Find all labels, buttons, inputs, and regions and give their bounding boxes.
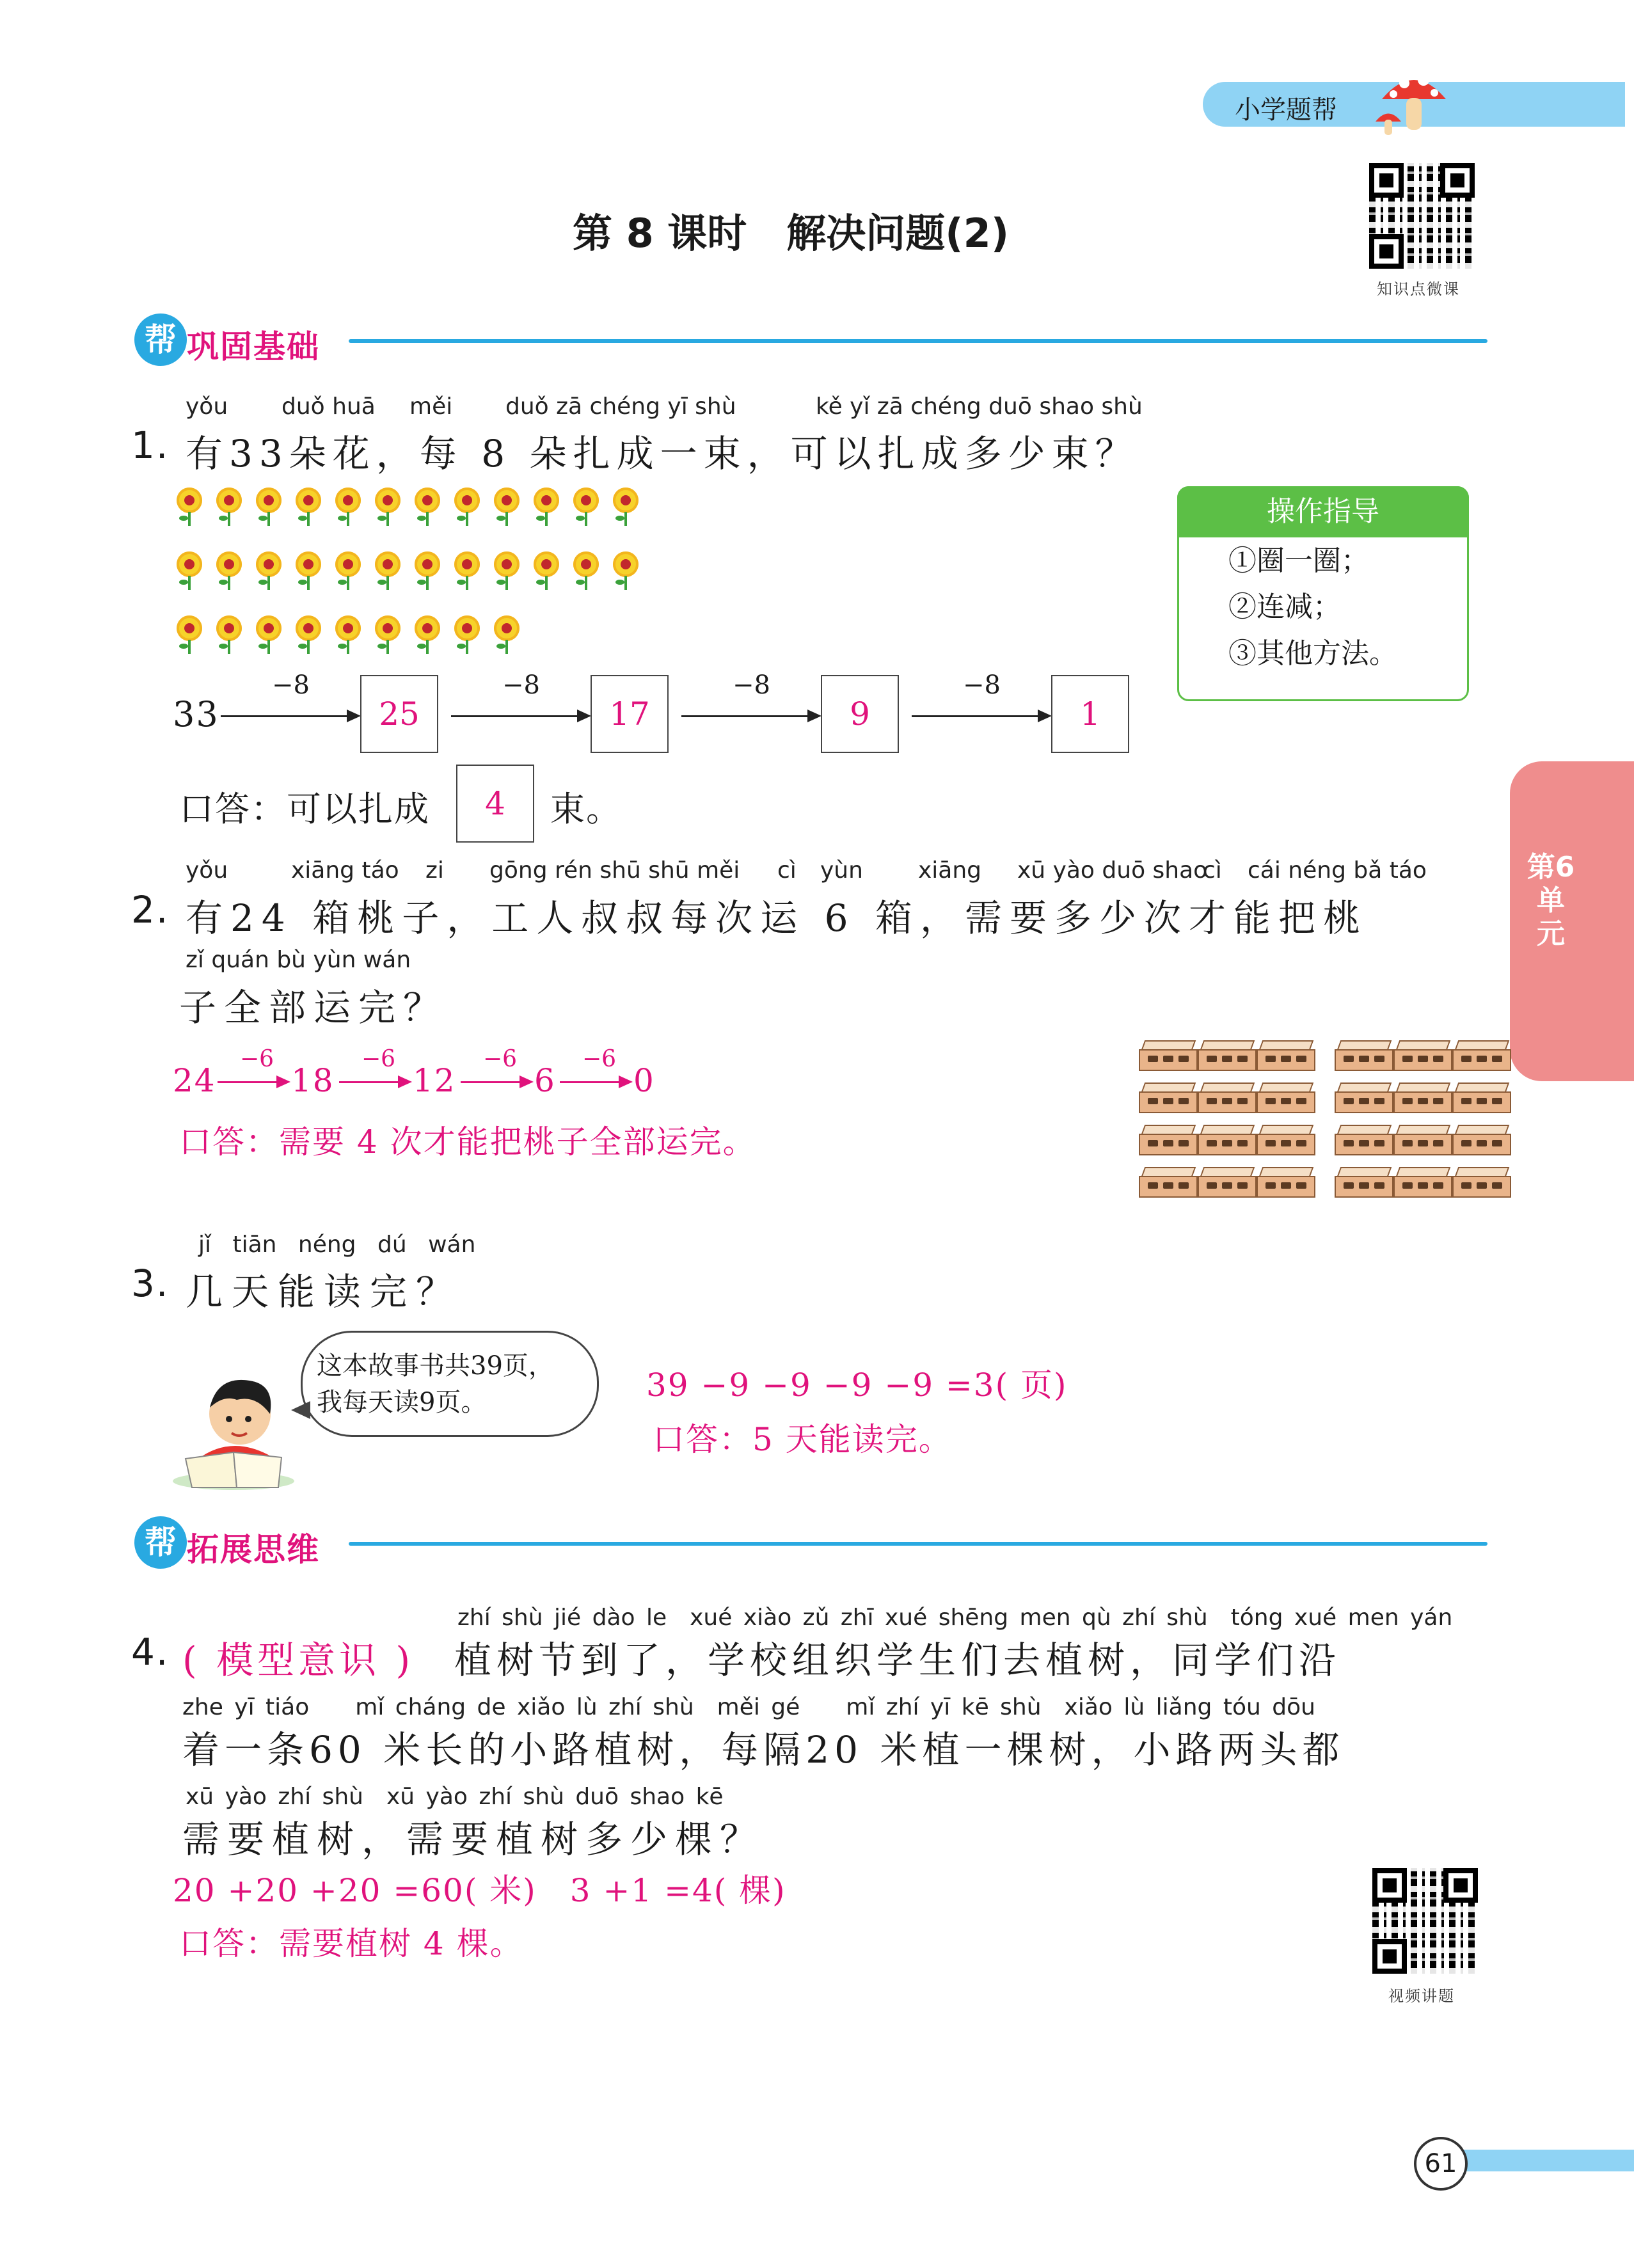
q2-question-line2: 子全部运完？	[179, 986, 448, 1029]
q1-arrow-label-2: −8	[502, 670, 540, 700]
q1-arrow-label-1: −8	[272, 670, 310, 700]
peach-box-icon	[1452, 1163, 1511, 1198]
flower-icon	[252, 550, 285, 589]
qr-caption: 视频讲题	[1388, 1987, 1455, 2005]
peach-box-icon	[1257, 1079, 1315, 1113]
q2-pinyin-5: cì	[777, 857, 797, 884]
section-divider	[349, 1542, 1487, 1546]
peach-box-icon	[1139, 1163, 1198, 1198]
peach-box-icon	[1393, 1079, 1452, 1113]
q2-arrow-4	[560, 1081, 630, 1083]
q1-pinyin-4: duǒ zā chéng yī shù	[505, 393, 736, 420]
q2-pinyin-6: yùn	[820, 857, 863, 884]
flower-icon	[609, 550, 642, 589]
peach-box-icon	[1335, 1036, 1393, 1071]
q1-arrow-3	[681, 715, 819, 717]
q1-pinyin-5: kě yǐ zā chéng duō shao shù	[816, 393, 1143, 420]
peach-box-icon	[1393, 1163, 1452, 1198]
flower-icon	[609, 486, 642, 525]
flower-icon	[292, 550, 325, 589]
peach-box-icon	[1257, 1036, 1315, 1071]
q4-tag: ( 模型意识 )	[182, 1638, 415, 1682]
peach-box-icon	[1198, 1163, 1257, 1198]
q1-pinyin-3: měi	[409, 393, 453, 420]
q2-answer: 口答：需要 4 次才能把桃子全部运完。	[179, 1123, 756, 1161]
flower-icon	[530, 486, 563, 525]
flower-icon	[530, 550, 563, 589]
q4-pinyin-line3: xū yào zhí shù xū yào zhí shù duō shao kē	[186, 1784, 724, 1810]
q2-arrow-label-4: −6	[582, 1046, 617, 1072]
q1-arrow-label-3: −8	[733, 670, 770, 700]
flower-icon	[292, 486, 325, 525]
q1-arrow-label-4: −8	[963, 670, 1001, 700]
q2-arrow-1	[218, 1081, 288, 1083]
q2-chain-value-1: 18	[291, 1062, 335, 1099]
peach-box-icon	[1452, 1121, 1511, 1155]
flower-icon	[450, 486, 484, 525]
flower-icon	[252, 614, 285, 653]
q1-answer-suffix: 束。	[550, 789, 622, 829]
q1-pinyin-2: duǒ huā	[282, 393, 376, 420]
guide-item-3: ③其他方法。	[1228, 637, 1397, 670]
guide-item-1: ①圈一圈；	[1228, 544, 1369, 577]
q2-chain-value-2: 12	[413, 1062, 456, 1099]
q1-result-box-4[interactable]: 1	[1051, 675, 1129, 753]
page-number: 61	[1414, 2137, 1468, 2191]
q1-arrow-1	[221, 715, 358, 717]
flower-icon	[490, 486, 523, 525]
peach-box-icon	[1452, 1036, 1511, 1071]
mushroom-icon	[1376, 61, 1452, 138]
q4-equation: 20 +20 +20 =60( 米) 3 +1 =4( 棵)	[173, 1872, 786, 1909]
flower-rows	[173, 486, 672, 678]
flower-icon	[411, 550, 444, 589]
q2-number: 2.	[131, 888, 170, 932]
flower-icon	[371, 486, 404, 525]
flower-icon	[212, 614, 246, 653]
q2-pinyin-line2: zǐ quán bù yùn wán	[186, 947, 411, 973]
q2-arrow-label-3: −6	[483, 1046, 518, 1072]
q2-pinyin-1: yǒu	[186, 857, 228, 884]
q1-number: 1.	[131, 424, 170, 467]
qr-code-icon[interactable]	[1369, 163, 1475, 269]
qr-caption: 知识点微课	[1377, 280, 1460, 298]
q2-pinyin-2: xiāng táo	[291, 857, 399, 884]
q2-pinyin-4: gōng rén shū shū měi	[489, 857, 740, 884]
section-badge: 帮	[134, 313, 187, 366]
peach-box-icon	[1139, 1121, 1198, 1155]
section-title-extend: 拓展思维	[187, 1531, 320, 1568]
peach-box-icon	[1139, 1079, 1198, 1113]
flower-icon	[569, 486, 603, 525]
flower-icon	[490, 550, 523, 589]
flower-icon	[173, 550, 206, 589]
q1-arrow-4	[912, 715, 1049, 717]
peach-box-icon	[1452, 1079, 1511, 1113]
section-badge: 帮	[134, 1516, 187, 1569]
peach-box-icon	[1198, 1079, 1257, 1113]
q3-equation: 39 −9 −9 −9 −9 =3( 页)	[646, 1367, 1068, 1404]
unit-side-tab-label: 第6单元	[1527, 851, 1575, 950]
q2-pinyin-10: cái néng bǎ táo	[1248, 857, 1427, 884]
peach-box-icon	[1198, 1121, 1257, 1155]
peach-box-icon	[1335, 1079, 1393, 1113]
flower-icon	[569, 550, 603, 589]
peach-box-icon	[1198, 1036, 1257, 1071]
q4-answer: 口答：需要植树 4 棵。	[179, 1925, 523, 1962]
peach-box-icon	[1257, 1163, 1315, 1198]
flower-icon	[212, 486, 246, 525]
peach-box-grid	[1139, 1036, 1497, 1222]
q4-pinyin-line2: zhe yī tiáo mǐ cháng de xiǎo lù zhí shù měi gé mǐ zhí yī kē shù xiǎo lù liǎng tóu dōu	[182, 1694, 1315, 1720]
q2-arrow-label-2: −6	[361, 1046, 396, 1072]
q3-question-text: 几天能读完？	[186, 1270, 463, 1313]
q2-question-line1: 有24 箱桃子，工人叔叔每次运 6 箱，需要多少次才能把桃	[186, 896, 1368, 940]
q4-pinyin-line1: zhí shù jié dào le xué xiào zǔ zhī xué shēng men qù zhí shù tóng xué men yán	[457, 1605, 1453, 1631]
flower-icon	[371, 550, 404, 589]
q1-result-box-3[interactable]: 9	[821, 675, 899, 753]
q1-answer-box[interactable]: 4	[456, 765, 534, 843]
peach-box-icon	[1393, 1121, 1452, 1155]
speech-bubble-tail	[291, 1401, 310, 1419]
section-title-basic: 巩固基础	[187, 328, 320, 365]
q1-result-box-1[interactable]: 25	[360, 675, 438, 753]
lesson-title: 第 8 课时 解决问题(2)	[573, 210, 1010, 257]
section-divider	[349, 339, 1487, 343]
peach-box-icon	[1393, 1036, 1452, 1071]
guide-title: 操作指导	[1177, 486, 1469, 537]
flower-icon	[450, 614, 484, 653]
q1-pinyin-1: yǒu	[186, 393, 228, 420]
flower-icon	[173, 486, 206, 525]
flower-icon	[411, 486, 444, 525]
q2-pinyin-8: xū yào duō shao	[1017, 857, 1208, 884]
q2-arrow-3	[461, 1081, 531, 1083]
q4-question-line3: 需要植树，需要植树多少棵？	[182, 1818, 765, 1861]
q1-answer-prefix: 口答：可以扎成	[179, 789, 430, 829]
q2-pinyin-3: zi	[425, 857, 444, 884]
flower-icon	[450, 550, 484, 589]
flower-icon	[371, 614, 404, 653]
flower-icon	[292, 614, 325, 653]
q1-chain-start: 33	[173, 694, 219, 734]
q1-question-text: 有33朵花，每 8 朵扎成一束，可以扎成多少束？	[186, 432, 1139, 475]
q4-question-line2: 着一条60 米长的小路植树，每隔20 米植一棵树，小路两头都	[182, 1728, 1345, 1772]
q3-pinyin: jǐ tiān néng dú wán	[198, 1232, 476, 1258]
boy-reading-illustration	[173, 1363, 307, 1491]
flower-icon	[212, 550, 246, 589]
q3-answer: 口答：5 天能读完。	[653, 1421, 952, 1458]
guide-item-2: ②连减；	[1228, 591, 1341, 623]
q2-pinyin-9: cì	[1203, 857, 1222, 884]
header-tab-label: 小学题帮	[1235, 95, 1337, 125]
flower-icon	[252, 486, 285, 525]
q2-chain-value-4: 0	[633, 1062, 655, 1099]
q1-result-box-2[interactable]: 17	[591, 675, 669, 753]
flower-icon	[173, 614, 206, 653]
flower-icon	[411, 614, 444, 653]
peach-box-icon	[1139, 1036, 1198, 1071]
q4-question-line1: 植树节到了，学校组织学生们去植树，同学们沿	[454, 1638, 1342, 1682]
peach-box-icon	[1257, 1121, 1315, 1155]
q2-arrow-label-1: −6	[240, 1046, 274, 1072]
q2-chain-value-3: 6	[534, 1062, 556, 1099]
q1-arrow-2	[451, 715, 589, 717]
peach-box-icon	[1335, 1163, 1393, 1198]
q2-arrow-2	[339, 1081, 409, 1083]
qr-code-icon[interactable]	[1372, 1868, 1478, 1974]
q3-number: 3.	[131, 1262, 170, 1305]
q2-pinyin-7: xiāng	[918, 857, 982, 884]
flower-icon	[331, 486, 365, 525]
q4-number: 4.	[131, 1630, 170, 1674]
peach-box-icon	[1335, 1121, 1393, 1155]
flower-icon	[331, 614, 365, 653]
q2-chain-start: 24	[173, 1062, 216, 1099]
bubble-line-1: 这本故事书共39页，	[317, 1351, 554, 1381]
flower-icon	[490, 614, 523, 653]
bubble-line-2: 我每天读9页。	[317, 1388, 487, 1417]
flower-icon	[331, 550, 365, 589]
